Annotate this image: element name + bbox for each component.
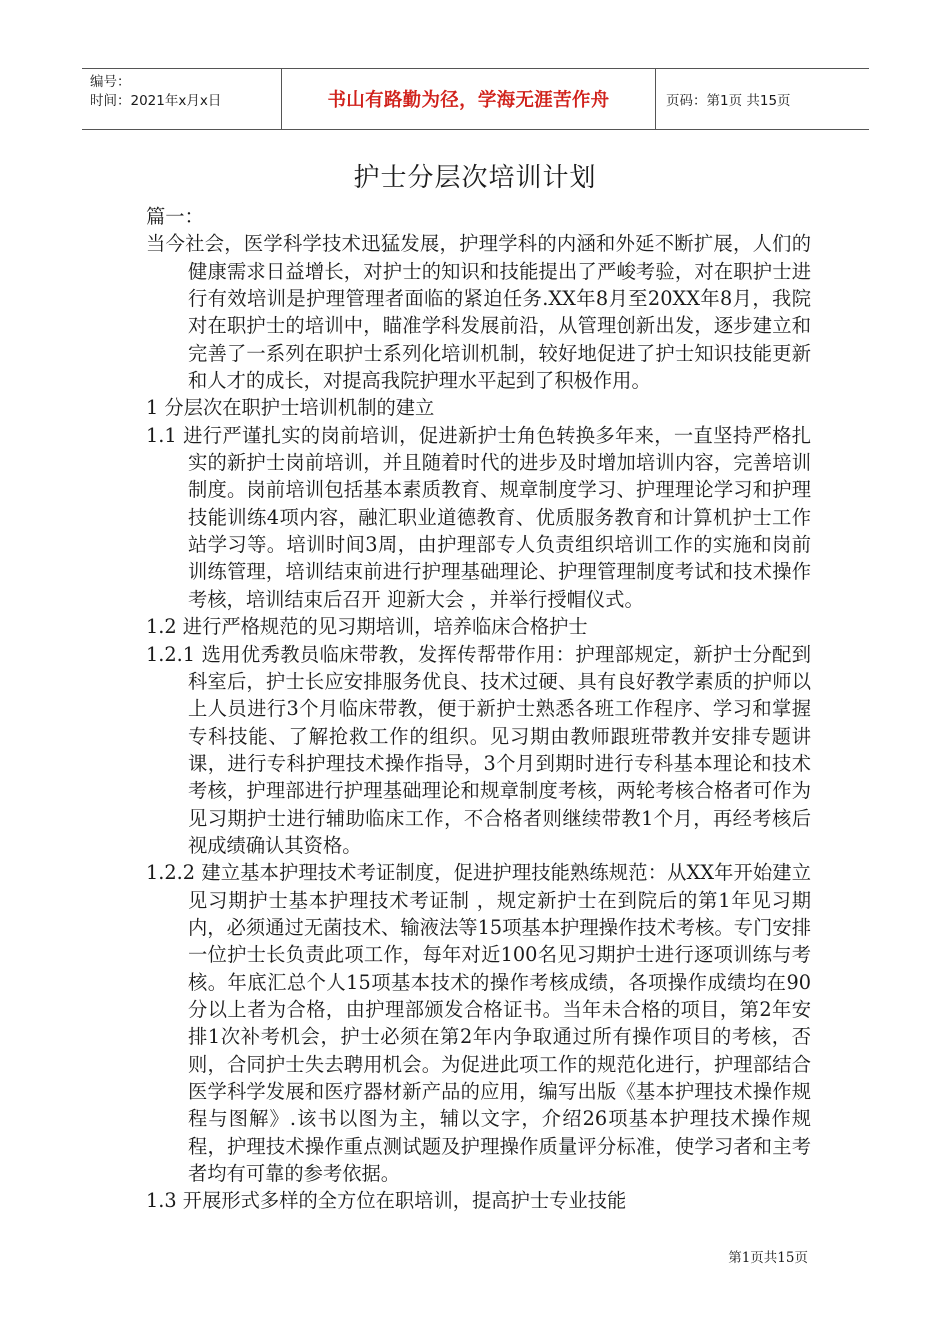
header-motto: 书山有路勤为径，学海无涯苦作舟 (282, 69, 656, 129)
document-number-label: 编号： (90, 74, 131, 90)
header-info-cell (82, 69, 282, 129)
paragraph-1-2-1: 1.2.1 选用优秀教员临床带教，发挥传帮带作用：护理部规定，新护士分配到科室后，护士长应安排服务优良、技术过硬、具有良好教学素质的护师以上人员进行3个月临床带教，便于新护士熟悉各班工作程序、学习和掌握专科技能、了解抢救工作的组织。见习期由教师跟班带教并安排专题讲课，进行专科护理技术操作指导，3个月到期时进行专科基本理论和技术考核，护理部进行护理基础理论和规章制度考核，两轮考核合格者可作为见习期护士进行辅助临床工作，不合格者则继续带教1个月，再经考核后视成绩确认其资格。 (146, 642, 811, 857)
header-table (82, 68, 869, 130)
heading-1-2: 1.2 进行严格规范的见习期培训，培养临床合格护士 (146, 615, 588, 639)
heading-1-3: 1.3 开展形式多样的全方位在职培训，提高护士专业技能 (146, 1189, 627, 1213)
section-label: 篇一： (146, 205, 204, 228)
paragraph-intro: 当今社会，医学科学技术迅猛发展，护理学科的内涵和外延不断扩展，人们的健康需求日益增长，对护士的知识和技能提出了严峻考验，对在职护士进行有效培训是护理管理者面临的紧迫任务.XX年8月至20XX年8月，我院对在职护士的培训中，瞄准学科发展前沿，从管理创新出发，逐步建立和完善了一系列在职护士系列化培训机制，较好地促进了护士知识技能更新和人才的成长，对提高我院护理水平起到了积极作用。 (146, 232, 811, 393)
heading-1: 1 分层次在职护士培训机制的建立 (146, 396, 435, 420)
document-date-label: 时间：2021年x月x日 (90, 93, 222, 109)
document-title: 护士分层次培训计划 (353, 163, 597, 193)
document-body (146, 203, 811, 1215)
header-page-number: 页码：第1页 共15页 (666, 93, 791, 109)
paragraph-1-1: 1.1 进行严谨扎实的岗前培训，促进新护士角色转换多年来，一直坚持严格扎实的新护士岗前培训，并且随着时代的进步及时增加培训内容，完善培训制度。岗前培训包括基本素质教育、规章制度学习、护理理论学习和护理技能训练4项内容，融汇职业道德教育、优质服务教育和计算机护士工作站学习等。培训时间3周，由护理部专人负责组织培训工作的实施和岗前训练管理，培训结束前进行护理基础理论、护理管理制度考试和技术操作考核，培训结束后召开 迎新大会 ，并举行授帽仪式。 (146, 423, 811, 611)
page-footer: 第1页共15页 (728, 1250, 808, 1266)
paragraph-1-2-2: 1.2.2 建立基本护理技术考证制度，促进护理技能熟练规范：从XX年开始建立 见习期护士基本护理技术考证制 ，规定新护士在到院后的第1年见习期内，必须通过无菌技术、输液法等15项基本护理操作技术考核。专门安排一位护士长负责此项工作，每年对近100名见习期护士进行逐项训练与考核。年底汇总个人15项基本技术的操作考核成绩，各项操作成绩均在90分以上者为合格，由护理部颁发合格证书。当年未合格的项目，第2年安排1次补考机会，护士必须在第2年内争取通过所有操作项目的考核，否则，合同护士失去聘用机会。为促进此项工作的规范化进行，护理部结合医学科学发展和医疗器材新产品的应用，编写出版《基本护理技术操作规程与图解》.该书以图为主，辅以文字，介绍26项基本护理技术操作规程，护理技术操作重点测试题及护理操作质量评分标准，使学习者和主考者均有可靠的参考依据。 (146, 861, 811, 1186)
